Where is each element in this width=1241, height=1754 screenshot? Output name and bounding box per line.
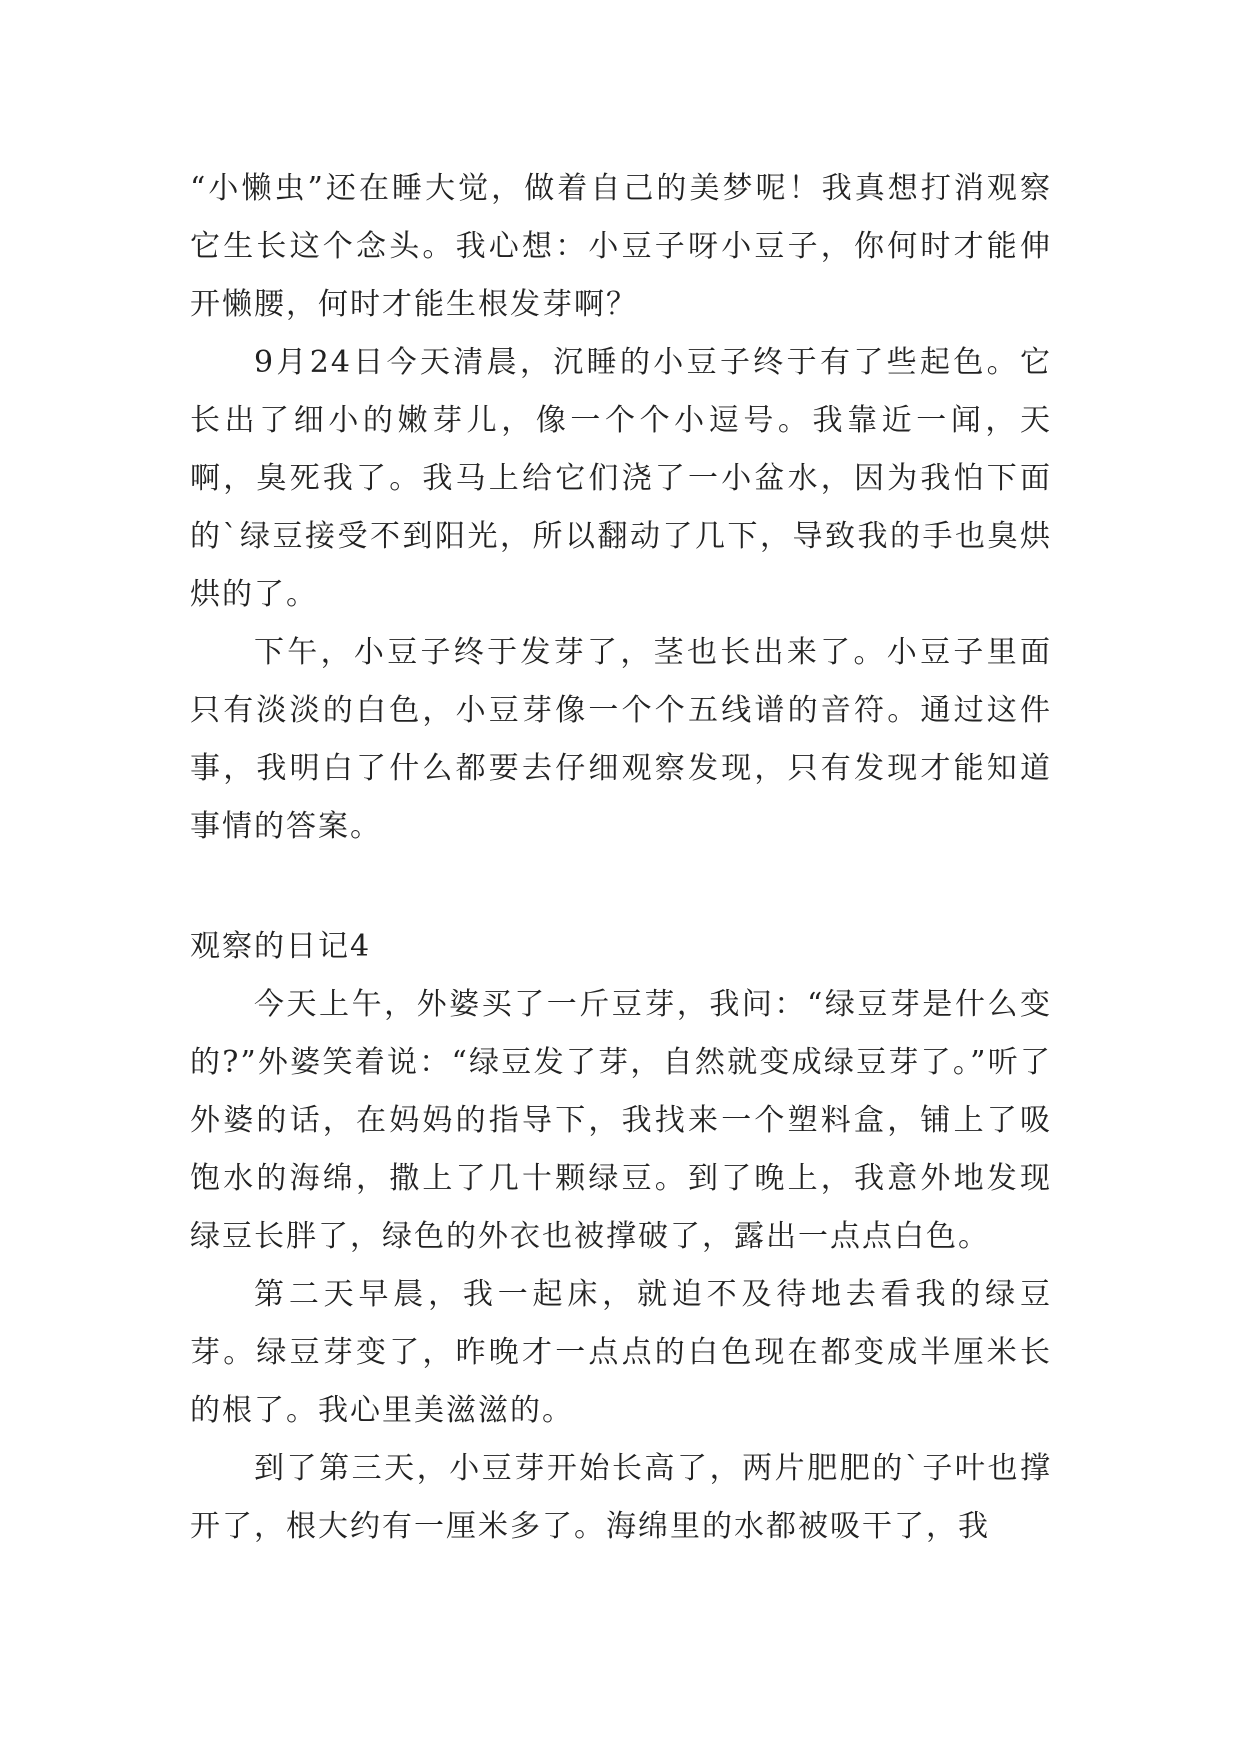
paragraph-day-three: 到了第三天，小豆芽开始长高了，两片肥肥的`子叶也撑开了，根大约有一厘米多了。海绵里的水都被吸干了，我 (190, 1451, 1052, 1544)
paragraph-continuation: “小懒虫”还在睡大觉，做着自己的美梦呢！我真想打消观察它生长这个念头。我心想：小豆子呀小豆子，你何时才能伸开懒腰，何时才能生根发芽啊？ (190, 171, 1052, 322)
paragraph-day-two: 第二天早晨，我一起床，就迫不及待地去看我的绿豆芽。绿豆芽变了，昨晚才一点点的白色现在都变成半厘米长的根了。我心里美滋滋的。 (190, 1277, 1052, 1428)
paragraph-afternoon: 下午，小豆子终于发芽了，茎也长出来了。小豆子里面只有淡淡的白色，小豆芽像一个个五线谱的音符。通过这件事，我明白了什么都要去仔细观察发现，只有发现才能知道事情的答案。 (190, 635, 1052, 844)
paragraph-sept-24: 9月24日今天清晨，沉睡的小豆子终于有了些起色。它长出了细小的嫩芽儿，像一个个小逗号。我靠近一闻，天啊，臭死我了。我马上给它们浇了一小盆水，因为我怕下面的`绿豆接受不到阳光，所以翻动了几下，导致我的手也臭烘烘的了。 (190, 345, 1052, 612)
document-body (190, 160, 1052, 1556)
section-title: 观察的日记4 (190, 929, 372, 964)
paragraph-grandma: 今天上午，外婆买了一斤豆芽，我问：“绿豆芽是什么变的?”外婆笑着说：“绿豆发了芽，自然就变成绿豆芽了。”听了外婆的话，在妈妈的指导下，我找来一个塑料盒，铺上了吸饱水的海绵，撒上了几十颗绿豆。到了晚上，我意外地发现绿豆长胖了，绿色的外衣也被撑破了，露出一点点白色。 (190, 987, 1052, 1254)
